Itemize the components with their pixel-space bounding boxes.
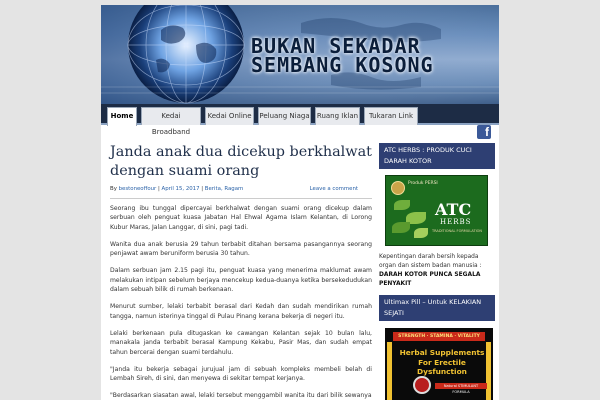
atc-description-text: Kepentingan darah bersih kepada organ dan sistem badan manusia : [379,254,482,269]
leave-comment-link[interactable]: Leave a comment [309,186,358,192]
author-link[interactable]: bestoneoffour [118,186,157,192]
decor-stripe [387,342,392,400]
category-links[interactable]: Berita, Ragam [204,186,244,192]
nav-item-kedai-online[interactable]: Kedai Online [205,107,254,125]
widget-title-atc-herbs[interactable]: ATC HERBS : PRODUK CUCI DARAH KOTOR [379,143,495,169]
leaf-icon [414,228,428,238]
leaf-icon [394,200,410,210]
nav-item-tukaran-link[interactable]: Tukaran Link [364,107,418,125]
product-label: Produk PERSI [408,181,438,186]
seal-icon [391,181,405,195]
post-paragraph: Seorang ibu tunggal dipercayai berkhalwat dengan suami orang dicekup dalam serbuan oleh penguat kuasa Jabatan Hal Ehwal Agama Islam Kelantan, di Lorong Kubur Maras, Jalan Langgar, di sini, pagi tadi. [110,205,372,231]
leaf-icon [392,222,410,233]
post-paragraph: "Janda itu bekerja sebagai jurujual jam di sebuah kompleks membeli belah di Lembah Sireh, di sini, dan menyewa di sekitar tempat kerjanya. [110,365,372,383]
nav-item-peluang-niaga[interactable]: Peluang Niaga [258,107,311,125]
post-paragraph: Wanita dua anak berusia 29 tahun terbabit ditahan bersama pasangannya seorang penjawat awam beruniform berusia 30 tahun. [110,240,372,258]
widget-title-ultimax[interactable]: Ultimax Pill – Untuk KELAKIAN SEJATI [379,295,495,321]
post-body [110,204,372,400]
post-meta: By bestoneoffour | April 15, 2017 | Berita, Ragam Leave a comment [110,186,372,199]
pill-icon [413,376,431,394]
facebook-icon[interactable]: f [477,125,491,139]
header-banner[interactable] [101,5,499,104]
site-title[interactable] [251,34,496,77]
post-paragraph: Lelaki berkenaan pula ditugaskan ke cawangan Kelantan sejak 10 bulan lalu, manakala janda terbabit berasal Kampung Kekabu, Pasir Mas, dan sudah empat tahun bercerai dengan suami terdahulu. [110,329,372,356]
date-link[interactable]: April 15, 2017 [161,186,200,192]
post-title[interactable]: Janda anak dua dicekup berkhalwat dengan suami orang [110,144,372,179]
ultimax-top-bar: STRENGTH · STAMINA · VITALITY [393,332,485,341]
ultimax-product-image[interactable] [385,328,493,400]
nav-item-ruang-iklan[interactable]: Ruang Iklan [315,107,360,125]
atc-description [379,253,495,289]
post-article [110,143,372,400]
atc-logo-sub: HERBS [440,218,472,226]
nav-item-kedai-broadband[interactable]: Kedai Broadband [141,107,201,125]
decor-stripe [486,342,491,400]
nav-item-home[interactable]: Home [107,107,137,126]
atc-herbs-product-image[interactable] [385,175,488,246]
atc-logo-text: ATC [435,200,472,219]
ultimax-strip: Natural STIMULANT FORMULA [435,383,487,389]
site-title-line2: SEMBANG KOSONG [251,53,434,77]
main-nav [101,104,499,136]
site-title-line1: BUKAN SEKADAR [251,34,421,58]
ultimax-headline: Herbal Supplements For Erectile Dysfunction [399,348,485,376]
atc-tagline: TRADITIONAL FORMULATION [432,229,483,233]
post-paragraph: Dalam serbuan jam 2.15 pagi itu, penguat kuasa yang menerima maklumat awam melakukan intipan sebelum berjaya mencekup kedua-duanya ketika bersekedudukan dalam sebuah bilik di rumah berkenaan. [110,267,372,294]
sidebar [379,143,495,400]
post-paragraph: "Berdasarkan siasatan awal, lelaki tersebut menggambil wanita itu dari bilik sewanya [110,392,372,400]
meta-by-label: By [110,186,117,192]
page-wrapper [101,5,499,400]
post-paragraph: Menurut sumber, lelaki terbabit berasal dari Kedah dan sudah mendirikan rumah tangga, namun isterinya tinggal di Pulau Pinang kerana bekerja di negeri itu. [110,303,372,320]
atc-description-bold: DARAH KOTOR PUNCA SEGALA PENYAKIT [379,272,481,287]
